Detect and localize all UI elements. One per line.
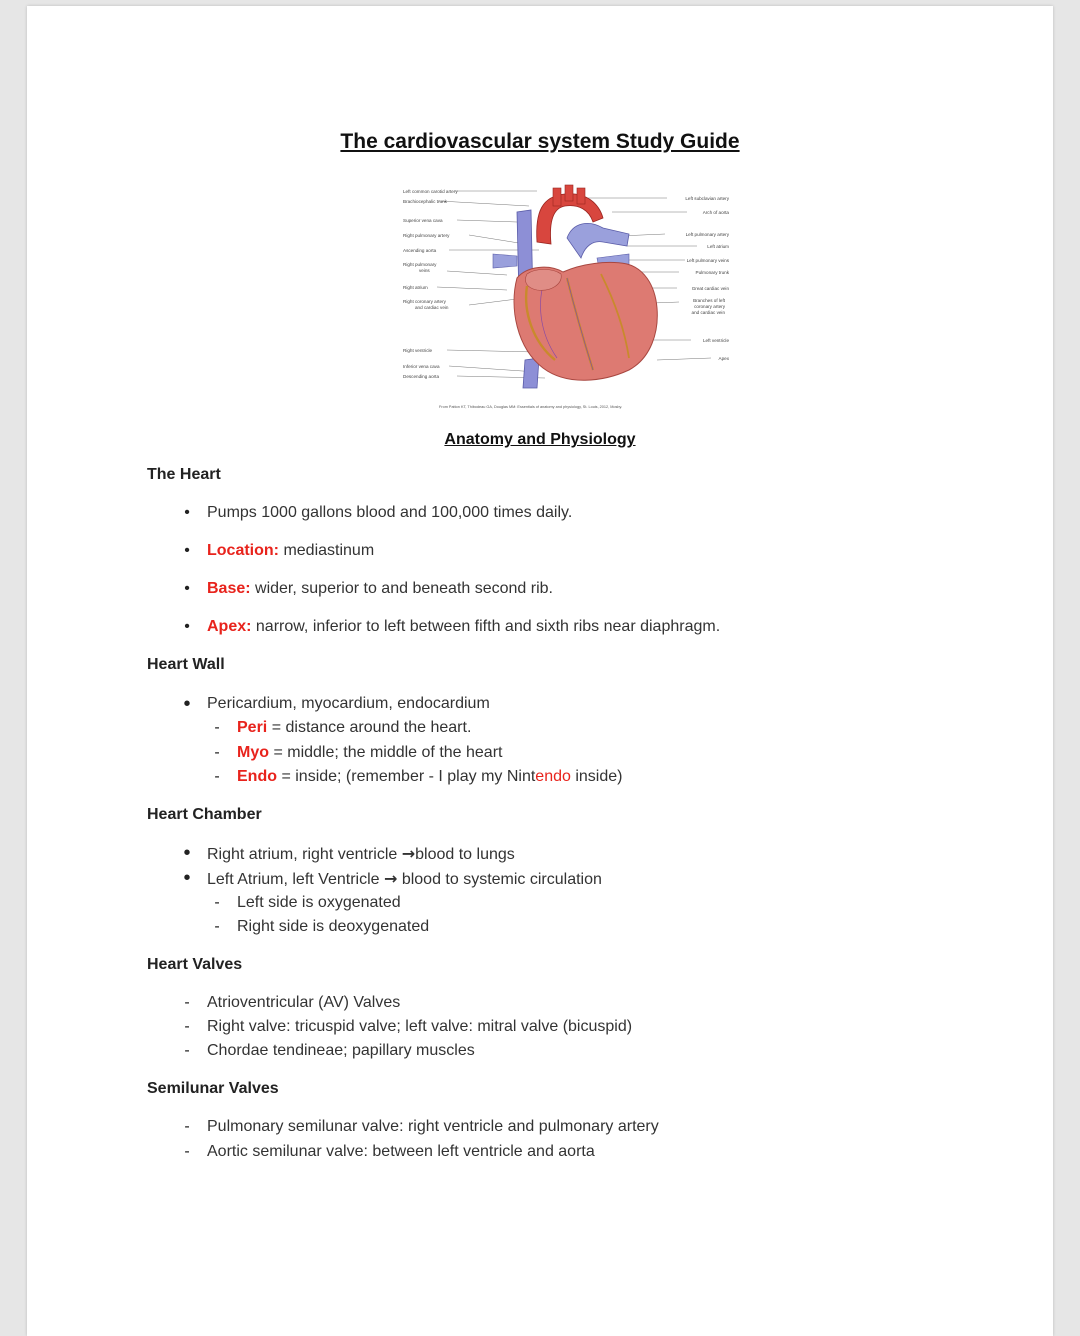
right-arrow-icon: →: [383, 869, 398, 888]
item-text: = distance around the heart.: [267, 719, 472, 736]
figure-label-right: Left subclavian artery: [685, 196, 729, 201]
bullet-text: Pumps 1000 gallons blood and 100,000 times daily.: [207, 504, 573, 521]
figure-caption: From Patton KT, Thibodeau GA, Douglas MM: Essentials of anatomy and physiology, St. Louis, 2012, Mosby.: [439, 405, 623, 409]
dash-marker: -: [214, 744, 220, 761]
bullet-text: wider, superior to and beneath second rib.: [250, 580, 553, 597]
figure-label-left: Inferior vena cava: [403, 364, 440, 369]
bullet-text: Left Atrium, left Ventricle: [207, 871, 384, 888]
bullet-marker: •: [184, 504, 190, 521]
figure-label-left: Right atrium: [403, 285, 428, 290]
highlight-text: endo: [535, 768, 571, 785]
bullet-marker: •: [184, 580, 190, 597]
term-label: Myo: [237, 744, 269, 761]
term-label: Peri: [237, 719, 268, 736]
bullet-marker: •: [183, 842, 191, 864]
dash-marker: -: [184, 994, 190, 1011]
chamber-sub-right: [214, 918, 430, 936]
term-label: Endo: [237, 768, 277, 785]
wall-item-peri: [214, 719, 472, 737]
figure-label-left: Ascending aorta: [403, 248, 437, 253]
valves-item: [184, 1018, 633, 1036]
figure-label-left: Right coronary artery: [403, 299, 446, 304]
right-arrow-icon: →: [401, 844, 416, 863]
figure-label-left: Superior vena cava: [403, 218, 443, 223]
figure-label-left: Left common carotid artery: [403, 189, 458, 194]
item-text: Chordae tendineae; papillary muscles: [207, 1042, 475, 1059]
figure-label-right: Left pulmonary artery: [685, 232, 729, 237]
dash-marker: -: [184, 1042, 190, 1059]
figure-label-right: coronary artery: [694, 304, 725, 309]
dash-marker: -: [184, 1143, 190, 1160]
dash-marker: -: [214, 719, 220, 736]
section-subtitle: Anatomy and Physiology: [444, 431, 636, 448]
bullet-marker: •: [184, 618, 190, 635]
bullet-text: Right atrium, right ventricle: [207, 846, 402, 863]
heading-the-heart: The Heart: [147, 466, 221, 483]
item-text: = middle; the middle of the heart: [269, 744, 503, 761]
bullet-text-end: blood to lungs: [415, 846, 515, 863]
figure-label-right: Arch of aorta: [702, 210, 729, 215]
item-text: Left side is oxygenated: [237, 894, 401, 911]
chamber-sub-left: [214, 894, 401, 912]
dash-marker: -: [214, 894, 220, 911]
figure-label-right: Left pulmonary veins: [686, 258, 729, 263]
document-title: The cardiovascular system Study Guide: [340, 130, 740, 153]
item-text: Right side is deoxygenated: [237, 918, 430, 935]
item-text-tail: inside): [570, 768, 623, 785]
semilunar-item: [184, 1118, 659, 1136]
chamber-bullet-right: [183, 842, 515, 864]
heart-illustration: [367, 182, 729, 418]
figure-label-right: Pulmonary trunk: [695, 270, 729, 275]
bullet-text: Pericardium, myocardium, endocardium: [207, 695, 490, 712]
heading-heart-valves: Heart Valves: [147, 956, 243, 973]
heart-bullet-apex: [184, 618, 721, 636]
dash-marker: -: [214, 918, 220, 935]
chamber-bullet-left: [183, 867, 602, 889]
item-text: Atrioventricular (AV) Valves: [207, 994, 401, 1011]
heading-heart-wall: Heart Wall: [147, 656, 225, 673]
figure-label-right: and cardiac vein: [691, 310, 725, 315]
heart-anatomy-figure: [367, 182, 729, 418]
figure-label-left: Right pulmonary artery: [403, 233, 450, 238]
figure-label-left: Descending aorta: [403, 374, 440, 379]
figure-label-left: Right pulmonary: [403, 262, 437, 267]
figure-label-right: Left atrium: [707, 244, 729, 249]
item-text: Pulmonary semilunar valve: right ventricle and pulmonary artery: [207, 1118, 659, 1135]
heart-bullet-location: [184, 542, 375, 560]
figure-label-right: Left ventricle: [702, 338, 729, 343]
figure-label-left: and cardiac vein: [415, 305, 449, 310]
dash-marker: -: [184, 1118, 190, 1135]
wall-item-myo: [214, 744, 503, 762]
heart-bullet-pumps: [184, 504, 573, 522]
figure-label-left: Brachiocephalic trunk: [403, 199, 447, 204]
dash-marker: -: [214, 768, 220, 785]
wall-bullet-layers: [183, 693, 490, 715]
figure-label-right: Branches of left: [693, 298, 725, 303]
item-text: = inside; (remember - I play my Nint: [277, 768, 536, 785]
valves-item: [184, 994, 401, 1012]
term-label: Base:: [207, 580, 251, 597]
valves-item: [184, 1042, 475, 1060]
figure-label-left: Right ventricle: [403, 348, 433, 353]
bullet-marker: •: [184, 542, 190, 559]
term-label: Location:: [207, 542, 279, 559]
heading-heart-chamber: Heart Chamber: [147, 806, 262, 823]
item-text: Right valve: tricuspid valve; left valve: mitral valve (bicuspid): [207, 1018, 633, 1035]
bullet-marker: •: [183, 867, 191, 889]
figure-label-left: veins: [419, 268, 430, 273]
bullet-text: mediastinum: [279, 542, 375, 559]
dash-marker: -: [184, 1018, 190, 1035]
semilunar-item: [184, 1143, 595, 1161]
heart-bullet-base: [184, 580, 553, 598]
term-label: Apex:: [207, 618, 252, 635]
figure-label-right: Great cardiac vein: [691, 286, 729, 291]
item-text: Aortic semilunar valve: between left ventricle and aorta: [207, 1143, 595, 1160]
figure-label-right: Apex: [718, 356, 729, 361]
document-page: [27, 6, 1053, 1336]
heading-semilunar-valves: Semilunar Valves: [147, 1080, 279, 1097]
wall-item-endo: [214, 768, 623, 786]
bullet-text: narrow, inferior to left between fifth and sixth ribs near diaphragm.: [251, 618, 721, 635]
bullet-text-end: blood to systemic circulation: [397, 871, 602, 888]
bullet-marker: •: [183, 693, 191, 715]
